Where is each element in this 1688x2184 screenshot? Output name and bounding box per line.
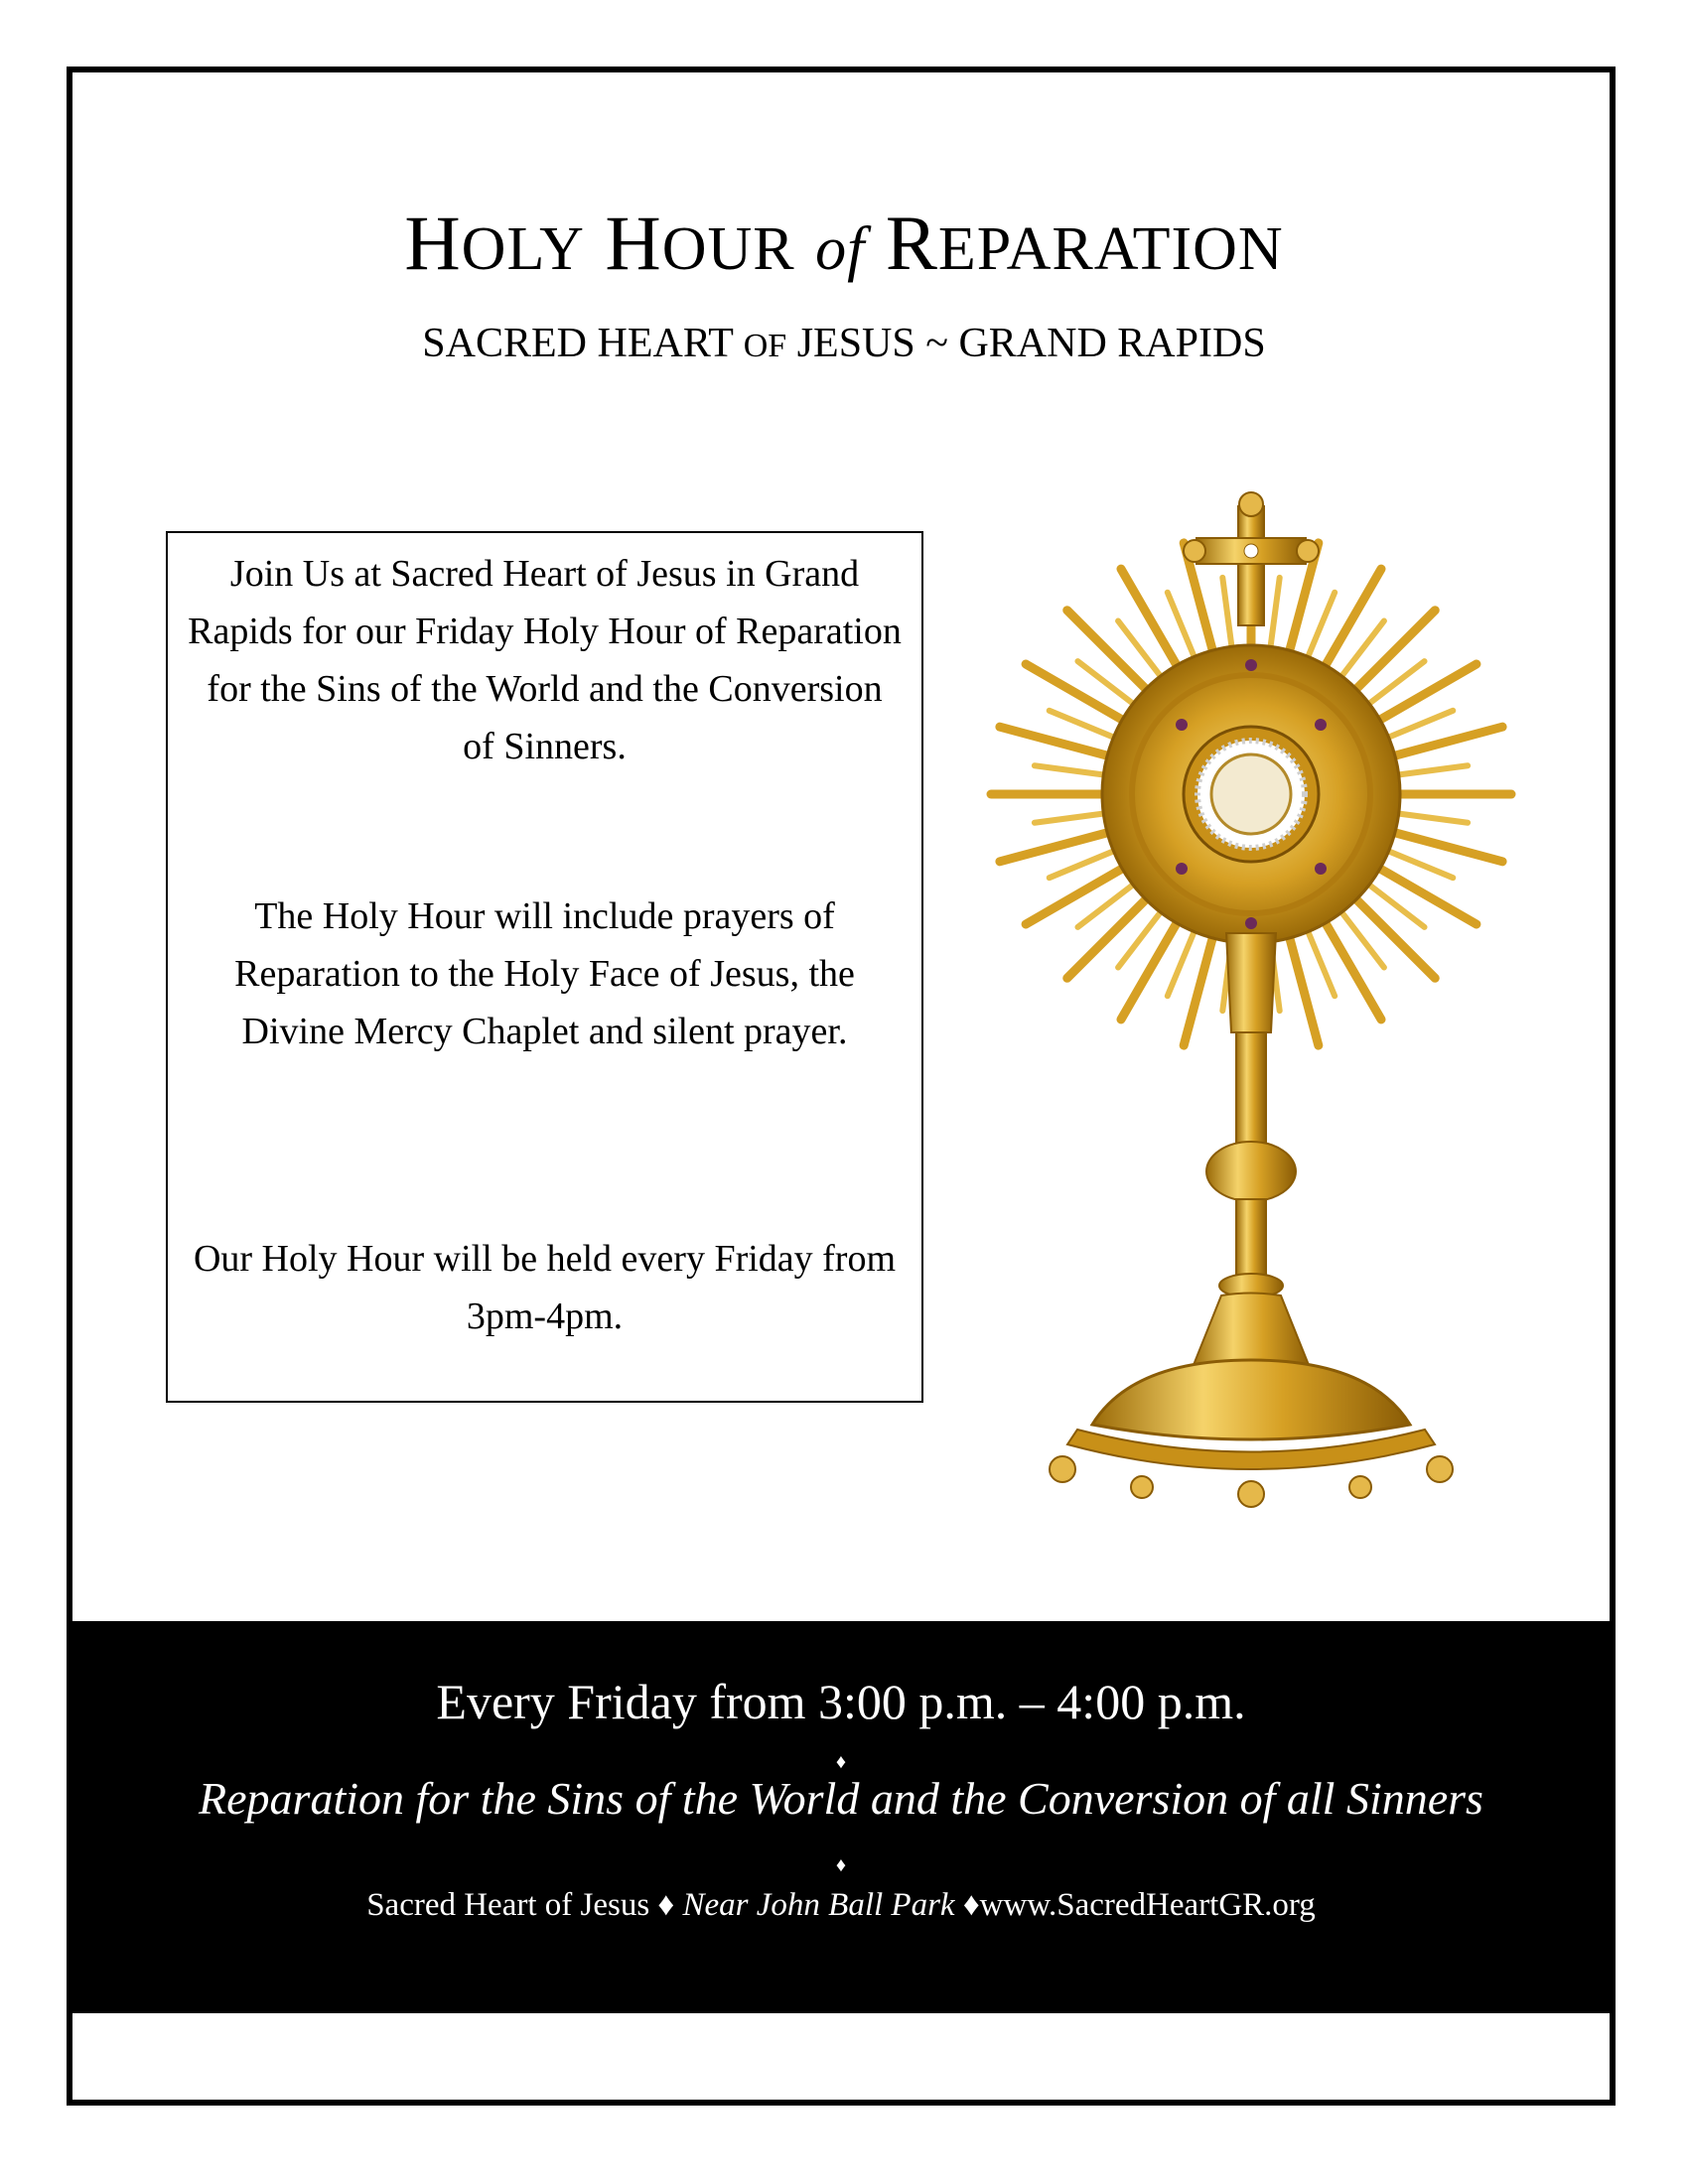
title-hour-initial: H [605, 200, 662, 286]
title-hour-rest: OUR [661, 215, 795, 283]
title-holy-rest: OLY [461, 215, 585, 283]
monstrance-ray [1035, 812, 1113, 822]
monstrance-icon [983, 477, 1519, 1509]
title-reparation-rest: EPARATION [937, 215, 1284, 283]
footer-website-link[interactable]: www.SacredHeartGR.org [979, 1887, 1316, 1923]
monstrance-ray [1389, 765, 1468, 775]
info-paragraph-prayers: The Holy Hour will include prayers of Reparation to the Holy Face of Jesus, the Divine Mercy Chaplet and silent prayer. [234, 895, 855, 1052]
footer-parish: Sacred Heart of Jesus [366, 1887, 650, 1923]
monstrance-ray [1371, 664, 1477, 725]
monstrance-ray [1371, 864, 1477, 924]
footer-location: Near John Ball Park [682, 1887, 955, 1923]
footer-intention: Reparation for the Sins of the World and the Conversion of all Sinners [199, 1773, 1483, 1824]
monstrance-ray [1121, 569, 1182, 674]
subtitle-part2: JESUS ~ GRAND RAPIDS [786, 321, 1266, 366]
footer-schedule: Every Friday from 3:00 p.m. – 4:00 p.m. [436, 1674, 1246, 1729]
info-box [166, 531, 923, 1403]
footer-sep: ♦ [649, 1887, 683, 1923]
footer-contact-line [72, 1887, 1610, 1924]
footer-separator-diamond: ♦ [835, 1854, 847, 1876]
title-reparation-initial: R [885, 200, 938, 286]
subtitle-of: OF [743, 328, 787, 364]
subtitle-part1: SACRED HEART [422, 321, 744, 366]
monstrance-ray [1026, 664, 1131, 725]
monstrance-ray [1269, 578, 1279, 656]
monstrance-ray [1222, 578, 1232, 656]
title-holy-initial: H [404, 200, 462, 286]
monstrance-ray [1026, 864, 1131, 924]
footer-sep: ♦ [954, 1887, 980, 1923]
monstrance-ray [1035, 765, 1113, 775]
monstrance-ray [1121, 914, 1182, 1020]
title-of: of [815, 215, 866, 283]
page-subtitle [0, 320, 1688, 367]
monstrance-ray [1321, 914, 1381, 1020]
footer-band [72, 1621, 1610, 2013]
info-paragraph-schedule: Our Holy Hour will be held every Friday from 3pm-4pm. [193, 1238, 897, 1337]
footer-separator-diamond: ♦ [835, 1751, 847, 1773]
monstrance-ray [1321, 569, 1381, 674]
monstrance-ray [1389, 812, 1468, 822]
info-paragraph-invitation: Join Us at Sacred Heart of Jesus in Grand Rapids for our Friday Holy Hour of Reparation for the Sins of the World and the Conversion of Sinners. [188, 553, 902, 767]
page-title [0, 199, 1688, 288]
